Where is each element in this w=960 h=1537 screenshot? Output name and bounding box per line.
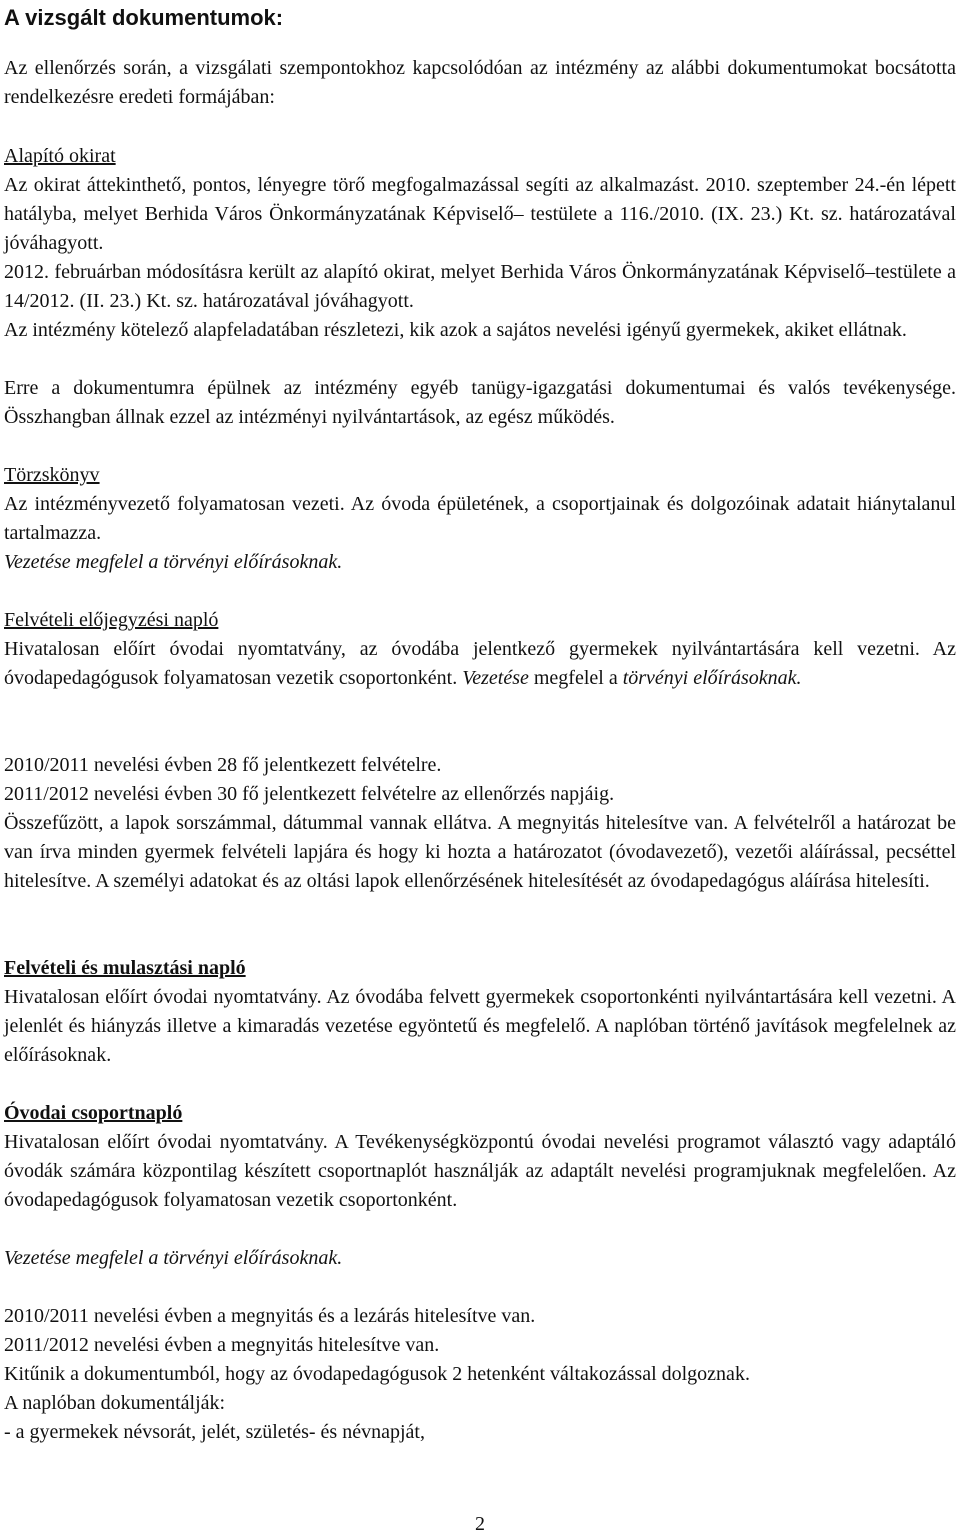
csoportnaplo-stat-2011-2012: 2011/2012 nevelési évben a megnyitás hitelesítve van. bbox=[4, 1334, 440, 1356]
torzskonyv-paragraph: Az intézményvezető folyamatosan vezeti. Az óvoda épületének, a csoportjainak és dolgozóinak adatait hiánytalanul tartalmazza. bbox=[4, 493, 956, 544]
section-heading: A vizsgált dokumentumok: bbox=[4, 5, 284, 30]
alapito-paragraph-1: Az okirat áttekinthető, pontos, lényegre törő megfogalmazással segíti az alkalmazást. 2010. szeptember 24.-én lépett hatályba, melyet Berhida Város Önkormányzatának Képviselő– testülete a 116./2010. (IX. 23.) Kt. sz. határozatával jóváhagyott. bbox=[4, 174, 956, 254]
csoportnaplo-list-item: - a gyermekek névsorát, jelét, születés- és névnapját, bbox=[4, 1421, 425, 1443]
csoportnaplo-observation: Kitűnik a dokumentumból, hogy az óvodapedagógusok 2 hetenként váltakozással dolgoznak. bbox=[4, 1363, 750, 1385]
csoportnaplo-title: Óvodai csoportnapló bbox=[4, 1102, 183, 1124]
megfelel-text: megfelel a bbox=[533, 667, 618, 689]
torzskonyv-title: Törzskönyv bbox=[4, 464, 100, 486]
csoportnaplo-compliance-note: Vezetése megfelel a törvényi előírásoknak. bbox=[4, 1247, 343, 1269]
felveteli-elojegyzesi-paragraph-2: Összefűzött, a lapok sorszámmal, dátummal vannak ellátva. A megnyitás hitelesítve van. A felvételről a határozat be van írva minden gyermek felvételi lapjára és hogy ki hozta a határozatot (óvodavezető), vezetői aláírással, pecséttel hitelesítve. A személyi adatokat és az oltási lapok ellenőrzésének hitelesítését az óvodapedagógus aláírása hitelesíti. bbox=[4, 812, 956, 892]
alapito-paragraph-3: Az intézmény kötelező alapfeladatában részletezi, kik azok a sajátos nevelési igényű gyermekek, akiket ellátnak. bbox=[4, 319, 907, 341]
csoportnaplo-stat-2010-2011: 2010/2011 nevelési évben a megnyitás és a lezárás hitelesítve van. bbox=[4, 1305, 536, 1327]
vezetese-italic: Vezetése bbox=[462, 667, 529, 689]
felveteli-elojegyzesi-title: Felvételi előjegyzési napló bbox=[4, 609, 219, 631]
alapito-okirat-title: Alapító okirat bbox=[4, 145, 116, 167]
felveteli-mulasztasi-title: Felvételi és mulasztási napló bbox=[4, 957, 246, 979]
alapito-paragraph-2: 2012. februárban módosításra került az alapító okirat, melyet Berhida Város Önkormányzatának Képviselő–testülete a 14/2012. (II. 23.) Kt. sz. határozatával jóváhagyott. bbox=[4, 261, 956, 312]
torvenyi-eloirasoknak-italic: törvényi előírásoknak. bbox=[622, 667, 802, 689]
torzskonyv-compliance-note: Vezetése megfelel a törvényi előírásoknak. bbox=[4, 551, 343, 573]
csoportnaplo-paragraph: Hivatalosan előírt óvodai nyomtatvány. A Tevékenységközpontú óvodai nevelési programot választó vagy adaptáló óvodák számára központilag készített csoportnaplót használják az adaptált nevelési programjuknak megfelelően. Az óvodapedagógusok folyamatosan vezetik csoportonként. bbox=[4, 1131, 956, 1211]
felveteli-stat-2010-2011: 2010/2011 nevelési évben 28 fő jelentkezett felvételre. bbox=[4, 754, 442, 776]
csoportnaplo-list-intro: A naplóban dokumentálják: bbox=[4, 1392, 226, 1414]
felveteli-stat-2011-2012: 2011/2012 nevelési évben 30 fő jelentkezett felvételre az ellenőrzés napjáig. bbox=[4, 783, 615, 805]
felveteli-mulasztasi-paragraph: Hivatalosan előírt óvodai nyomtatvány. Az óvodába felvett gyermekek csoportonkénti nyilvántartására kell vezetni. A jelenlét és hiányzás illetve a kimaradás vezetése egyöntetű és megfelelő. A naplóban történő javítások megfelelnek az előírásoknak. bbox=[4, 986, 956, 1066]
alapito-paragraph-4: Erre a dokumentumra épülnek az intézmény egyéb tanügy-igazgatási dokumentumai és valós tevékenysége. Összhangban állnak ezzel az intézményi nyilvántartások, az egész működés. bbox=[4, 377, 956, 428]
felveteli-elojegyzesi-paragraph bbox=[4, 635, 956, 693]
felveteli-elojegyzesi-text: Hivatalosan előírt óvodai nyomtatvány, az óvodába jelentkező gyermekek nyilvántartására kell vezetni. Az óvodapedagógusok folyamatosan vezetik csoportonként. bbox=[4, 638, 956, 689]
intro-paragraph: Az ellenőrzés során, a vizsgálati szempontokhoz kapcsolódóan az intézmény az alábbi dokumentumokat bocsátotta rendelkezésre eredeti formájában: bbox=[4, 57, 956, 108]
page-number: 2 bbox=[475, 1513, 485, 1535]
